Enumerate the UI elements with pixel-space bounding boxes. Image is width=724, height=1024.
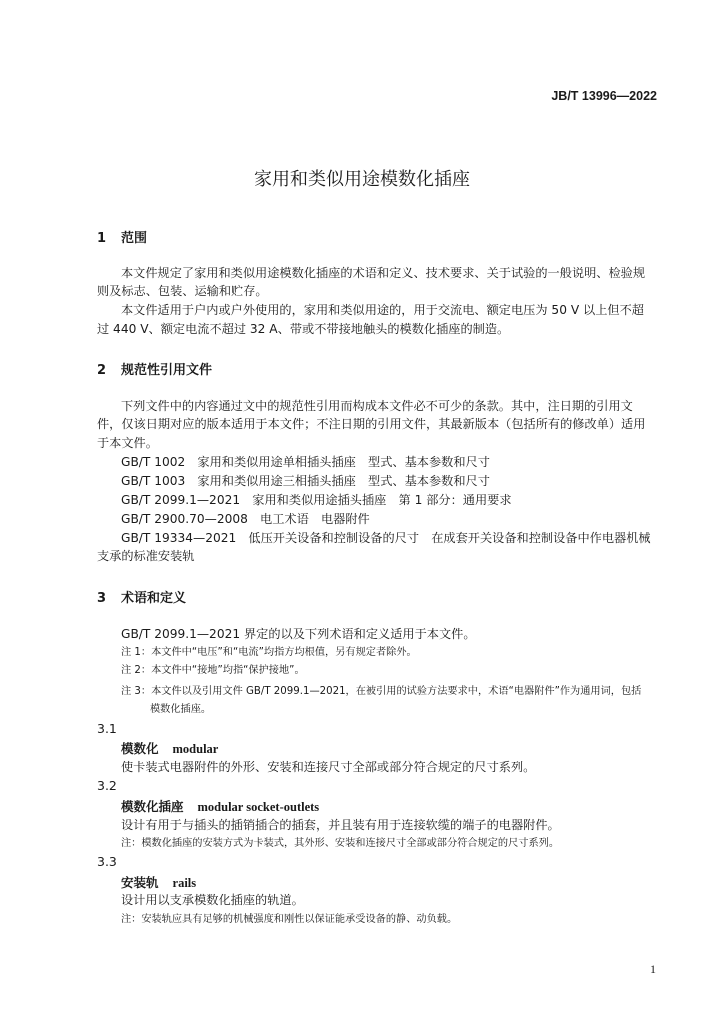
note-continued: 模数化插座。	[150, 704, 212, 715]
section-title: 规范性引用文件	[121, 363, 213, 378]
section-number: 3	[97, 591, 107, 606]
note: 注 1：本文件中“电压”和“电流”均指方均根值，另有规定者除外。	[121, 647, 417, 658]
section-number: 1	[97, 231, 107, 246]
paragraph-line: 本文件适用于户内或户外使用的，家用和类似用途的，用于交流电、额定电压为 50 V 以上但不超	[121, 303, 644, 317]
paragraph-line: GB/T 2099.1—2021 界定的以及下列术语和定义适用于本文件。	[121, 627, 476, 641]
reference-item: GB/T 1003 家用和类似用途三相插头插座 型式、基本参数和尺寸	[121, 474, 490, 488]
term-note: 注：模数化插座的安装方式为卡装式，其外形、安装和连接尺寸全部或部分符合规定的尺寸系列。	[121, 838, 560, 849]
term-number: 3.1	[97, 721, 117, 736]
reference-item: GB/T 19334—2021 低压开关设备和控制设备的尺寸 在成套开关设备和控制设备中作电器机械	[121, 531, 651, 545]
term-english: modular socket-outlets	[197, 800, 320, 814]
term-english: rails	[172, 876, 197, 890]
note: 注 3：本文件以及引用文件 GB/T 2099.1—2021，在被引用的试验方法要求中，术语“电器附件”作为通用词，包括	[121, 686, 642, 697]
term-name	[121, 797, 319, 815]
section-number: 2	[97, 363, 107, 378]
reference-item: GB/T 2099.1—2021 家用和类似用途插头插座 第 1 部分：通用要求	[121, 493, 512, 507]
term-number: 3.2	[97, 778, 117, 793]
section-2-heading	[97, 359, 212, 378]
page-number: 1	[650, 962, 656, 976]
reference-item: GB/T 2900.70—2008 电工术语 电器附件	[121, 512, 370, 526]
paragraph-line: 过 440 V、额定电流不超过 32 A、带或不带接地触头的模数化插座的制造。	[97, 322, 510, 336]
term-definition: 设计用以支承模数化插座的轨道。	[121, 893, 304, 907]
term-definition: 使卡装式电器附件的外形、安装和连接尺寸全部或部分符合规定的尺寸系列。	[121, 760, 536, 774]
reference-item-continued: 支承的标准安装轨	[97, 549, 195, 563]
paragraph-line: 本文件规定了家用和类似用途模数化插座的术语和定义、技术要求、关于试验的一般说明、检验规	[121, 266, 646, 280]
paragraph-line: 件，仅该日期对应的版本适用于本文件；不注日期的引用文件，其最新版本（包括所有的修改单）适用	[97, 417, 646, 431]
term-note: 注：安装轨应具有足够的机械强度和刚性以保证能承受设备的静、动负载。	[121, 914, 458, 925]
section-3-heading	[97, 587, 186, 606]
term-name	[121, 739, 218, 757]
term-chinese: 安装轨	[121, 875, 159, 890]
document-title: 家用和类似用途模数化插座	[254, 169, 470, 190]
term-english: modular	[172, 742, 219, 756]
paragraph-line: 则及标志、包装、运输和贮存。	[97, 284, 268, 298]
paragraph-line: 于本文件。	[97, 436, 158, 450]
section-1-heading	[97, 227, 147, 246]
term-chinese: 模数化	[121, 741, 159, 756]
term-chinese: 模数化插座	[121, 799, 184, 814]
standard-code: JB/T 13996—2022	[551, 89, 657, 103]
note: 注 2：本文件中“接地”均指“保护接地”。	[121, 665, 305, 676]
section-title: 范围	[121, 231, 148, 246]
paragraph-line: 下列文件中的内容通过文中的规范性引用而构成本文件必不可少的条款。其中，注日期的引用文	[121, 399, 633, 413]
reference-item: GB/T 1002 家用和类似用途单相插头插座 型式、基本参数和尺寸	[121, 455, 490, 469]
term-name	[121, 873, 196, 891]
section-title: 术语和定义	[121, 591, 187, 606]
term-number: 3.3	[97, 854, 117, 869]
term-definition: 设计有用于与插头的插销插合的插套，并且装有用于连接软缆的端子的电器附件。	[121, 818, 560, 832]
